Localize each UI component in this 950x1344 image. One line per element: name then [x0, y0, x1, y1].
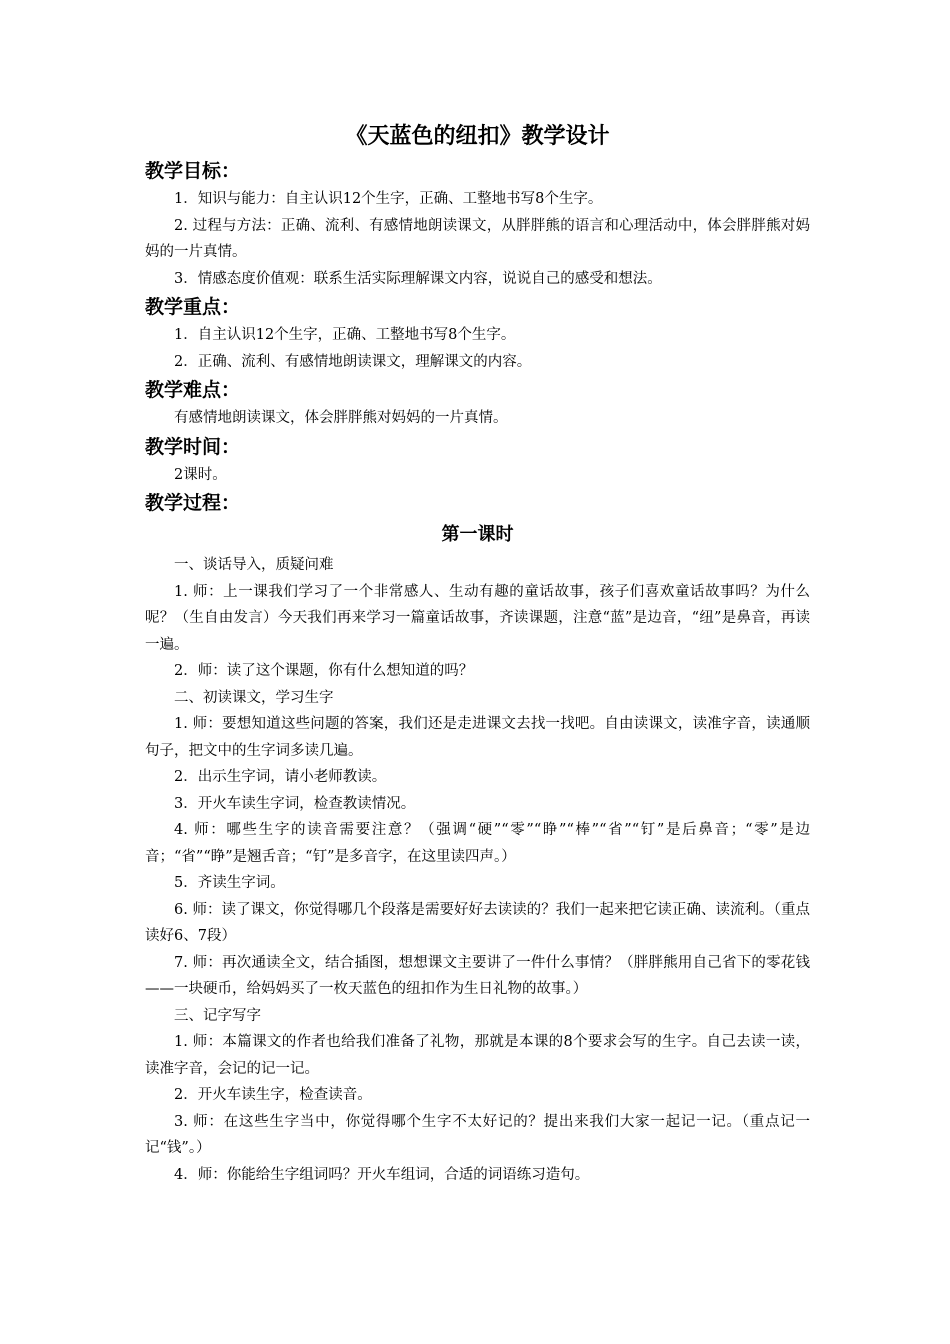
process-step: 2．开火车读生字，检查读音。 — [174, 1087, 372, 1103]
time-item: 2课时。 — [174, 466, 227, 483]
process-step: 4. 师：哪些生字的读音需要注意？（强调“硬”“零”“睁”“棒”“省”“钉”是后鼻音；“零”是边音；“省”“睁”是翘舌音；“钉”是多音字，在这里读四声。） — [145, 822, 810, 865]
key-point-item: 1．自主认识12个生字，正确、工整地书写8个生字。 — [174, 327, 516, 343]
process-step: 7. 师：再次通读全文，结合插图，想想课文主要讲了一件什么事情？（胖胖熊用自己省下的零花钱——一块硬币，给妈妈买了一枚天蓝色的纽扣作为生日礼物的故事。） — [145, 954, 810, 997]
process-step: 4．师：你能给生字组词吗？开火车组词，合适的词语练习造句。 — [174, 1166, 590, 1183]
process-step: 6. 师：读了课文，你觉得哪几个段落是需要好好去读读的？我们一起来把它读正确、读流利。（重点读好6、7段） — [145, 901, 810, 944]
process-step: 2．出示生字词，请小老师教读。 — [174, 769, 387, 785]
time-heading: 教学时间： — [145, 435, 241, 458]
objective-item: 3．情感态度价值观：联系生活实际理解课文内容，说说自己的感受和想法。 — [174, 270, 662, 287]
process-step: 一、谈话导入，质疑问难 — [174, 557, 334, 573]
document-title: 《天蓝色的纽扣》教学设计 — [345, 123, 610, 149]
process-heading: 教学过程： — [145, 492, 241, 514]
objectives-heading: 教学目标： — [145, 160, 241, 182]
process-step: 1. 师：要想知道这些问题的答案，我们还是走进课文去找一找吧。自由读课文，读准字音，读通顺句子，把文中的生字词多读几遍。 — [145, 716, 810, 759]
difficulty-item: 有感情地朗读课文，体会胖胖熊对妈妈的一片真情。 — [174, 410, 508, 426]
objective-item: 2. 过程与方法：正确、流利、有感情地朗读课文，从胖胖熊的语言和心理活动中，体会胖胖熊对妈妈的一片真情。 — [145, 217, 810, 260]
difficulties-heading: 教学难点： — [145, 379, 241, 401]
process-step: 2．师：读了这个课题，你有什么想知道的吗？ — [174, 663, 474, 679]
key-point-item: 2．正确、流利、有感情地朗读课文，理解课文的内容。 — [174, 353, 532, 370]
process-step: 3. 师：在这些生字当中，你觉得哪个生字不太好记的？提出来我们大家一起记一记。（重点记一记“钱”。） — [145, 1113, 810, 1156]
process-step: 三、记字写字 — [174, 1007, 261, 1024]
key-points-heading: 教学重点： — [145, 296, 241, 318]
document-page — [145, 120, 810, 1188]
process-step: 1. 师：本篇课文的作者也给我们准备了礼物，那就是本课的8个要求会写的生字。自己去读一读，读准字音，会记的记一记。 — [145, 1034, 810, 1077]
objective-item: 1．知识与能力：自主认识12个生字，正确、工整地书写8个生字。 — [174, 191, 603, 207]
process-step: 二、初读课文，学习生字 — [174, 689, 334, 706]
process-step: 5．齐读生字词。 — [174, 875, 285, 891]
lesson-title: 第一课时 — [441, 524, 514, 545]
process-step: 1. 师：上一课我们学习了一个非常感人、生动有趣的童话故事，孩子们喜欢童话故事吗？为什么呢？（生自由发言）今天我们再来学习一篇童话故事，齐读课题，注意“蓝”是边音，“纽”是鼻音，再读一遍。 — [145, 583, 810, 653]
process-step: 3．开火车读生字词，检查教读情况。 — [174, 795, 416, 812]
